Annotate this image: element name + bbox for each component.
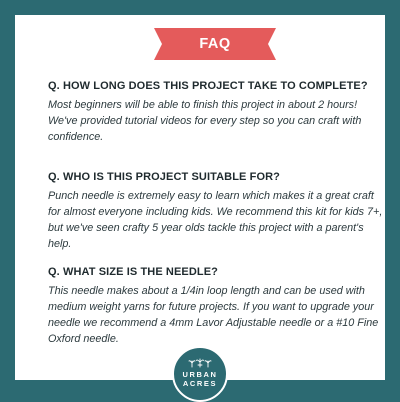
logo-text-urban: URBAN	[182, 370, 218, 379]
faq-answer: Most beginners will be able to finish this project in about 2 hours! We've provided tutorial videos for every step so you can craft with confidence.	[48, 99, 362, 143]
logo-text-acres: ACRES	[182, 379, 218, 388]
faq-item	[48, 266, 388, 347]
faq-card	[15, 15, 385, 380]
urban-acres-logo	[172, 346, 228, 402]
faq-question: Q. HOW LONG DOES THIS PROJECT TAKE TO COMPLETE?	[48, 80, 368, 92]
faq-banner	[154, 28, 276, 60]
faq-answer: This needle makes about a 1/4in loop length and can be used with medium weight yarns for future projects. If you want to upgrade your needle we recommend a 4mm Lavor Adjustable needle or a #10 Fine Oxford needle.	[48, 285, 379, 345]
faq-title: FAQ	[199, 36, 231, 52]
faq-list	[48, 80, 388, 361]
faq-item	[48, 171, 388, 252]
faq-item	[48, 80, 388, 145]
faq-question: Q. WHAT SIZE IS THE NEEDLE?	[48, 266, 218, 278]
plant-icons	[174, 356, 226, 368]
faq-question: Q. WHO IS THIS PROJECT SUITABLE FOR?	[48, 171, 280, 183]
faq-answer: Punch needle is extremely easy to learn which makes it a great craft for almost everyone including kids. We recommend this kit for kids 7+, but we've seen crafty 5 year olds tackle this project with a parent's help.	[48, 190, 383, 250]
